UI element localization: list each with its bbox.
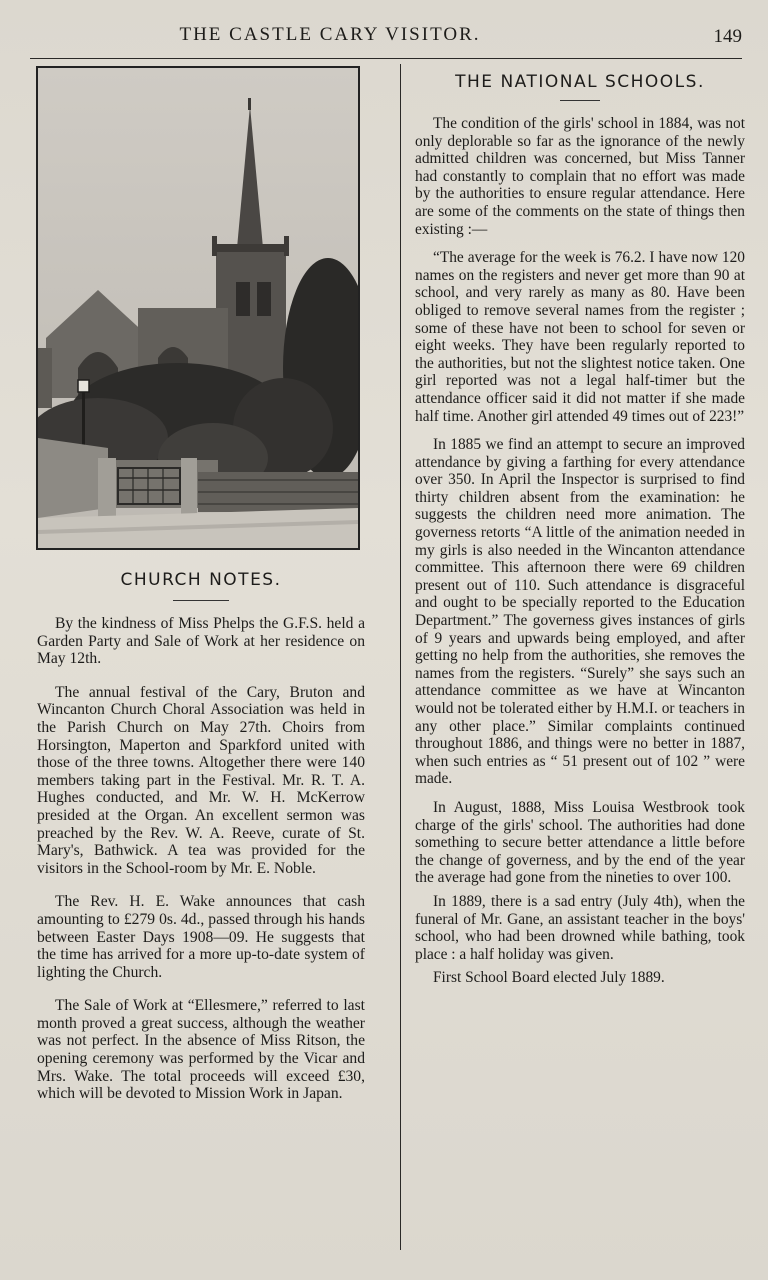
church-photograph [36, 66, 360, 550]
church-notes-paragraph: The Sale of Work at “Ellesmere,” referred to last month proved a great success, although the weather was not perfect. In the absence of Miss Ritson, the opening ceremony was performed by the Vicar and Mrs. Wake. The total proceeds will exceed £30, which will be devoted to Mission Work in Japan. [37, 997, 365, 1103]
church-notes-paragraph: By the kindness of Miss Phelps the G.F.S. held a Garden Party and Sale of Work at her residence on May 12th. [37, 615, 365, 668]
church-notes-title-rule [173, 600, 229, 601]
national-schools-paragraph: First School Board elected July 1889. [433, 969, 665, 987]
running-title: THE CASTLE CARY VISITOR. [179, 24, 481, 45]
header-rule [30, 58, 742, 59]
church-notes-paragraph: The annual festival of the Cary, Bruton and Wincanton Church Choral Association was held in the Parish Church on May 27th. Choirs from Horsington, Maperton and Sparkford united with those of the three towns. Altogether there were 140 members taking part in the Festival. Mr. R. T. A. Hughes conducted, and Mr. W. H. McKerrow presided at the Organ. An excellent sermon was preached by the Rev. W. A. Reeve, curate of St. Mary's, Bathwick. A tea was provided for the visitors in the School-room by Mr. E. Noble. [37, 683, 365, 877]
church-notes-title: CHURCH NOTES. [120, 570, 282, 590]
national-schools-paragraph: “The average for the week is 76.2. I have now 120 names on the registers and never get more than 90 at school, and very rarely as many as 80. Have been obliged to remove several names from the register ; some of these have not been to school for seven or eight weeks. They have been regularly reported to the authorities, but not the slightest notice taken. One girl reported was not a legal half-timer but the attendance officer said it did not matter if she made half time. Another girl attended 49 times out of 223!” [415, 249, 745, 425]
national-schools-paragraph: In 1889, there is a sad entry (July 4th), when the funeral of Mr. Gane, an assistant teacher in the boys' school, who had been drowned while bathing, took place : a half holiday was given. [415, 892, 745, 963]
church-notes-paragraph: The Rev. H. E. Wake announces that cash amounting to £279 0s. 4d., passed through his hands between Easter Days 1908—09. He suggests that the time has arrived for a more up-to-date system of lighting the Church. [37, 893, 365, 981]
national-schools-paragraph: In August, 1888, Miss Louisa Westbrook took charge of the girls' school. The authorities had done something to secure better attendance a little before the change of governess, and by the end of the year the average had gone from the nineties to over 100. [415, 798, 745, 887]
national-schools-paragraph: The condition of the girls' school in 1884, was not only deplorable so far as the ignorance of the newly admitted children was concerned, but Miss Tanner had constantly to complain that no effort was made by the authorities to ensure regular attendance. Here are some of the comments on the state of things then existing :— [415, 115, 745, 238]
national-schools-column [415, 72, 745, 998]
page-number: 149 [713, 26, 742, 47]
church-photograph-illustration [38, 68, 358, 548]
running-head [0, 20, 768, 50]
national-schools-title: THE NATIONAL SCHOOLS. [455, 72, 705, 92]
national-schools-paragraph: In 1885 we find an attempt to secure an improved attendance by giving a farthing for every attendance over 350. In April the Inspector is surprised to find thirty children absent from the examination: he suggests the children need more animation. The governess retorts “A little of the animation needed in my girls is also needed in the Wincanton attendance committee. This afternoon there were 69 children present out of 110. Such attendance is disgraceful and ought to be specially reported to the Education Department.” The governess gives instances of girls of 9 years and upwards being employed, and after getting no help from the authorities, she removes the names from the registers. “Surely” she says such an attendance committee as we have at Wincanton would not be tolerated either by H.M.I. or teachers in any other place.” Similar complaints continued throughout 1886, and things were no better in 1887, when such entries as “ 51 present out of 102 ” were made. [415, 436, 745, 788]
national-schools-title-rule [560, 100, 600, 101]
church-notes-column [37, 570, 365, 1119]
column-divider [400, 64, 401, 1250]
